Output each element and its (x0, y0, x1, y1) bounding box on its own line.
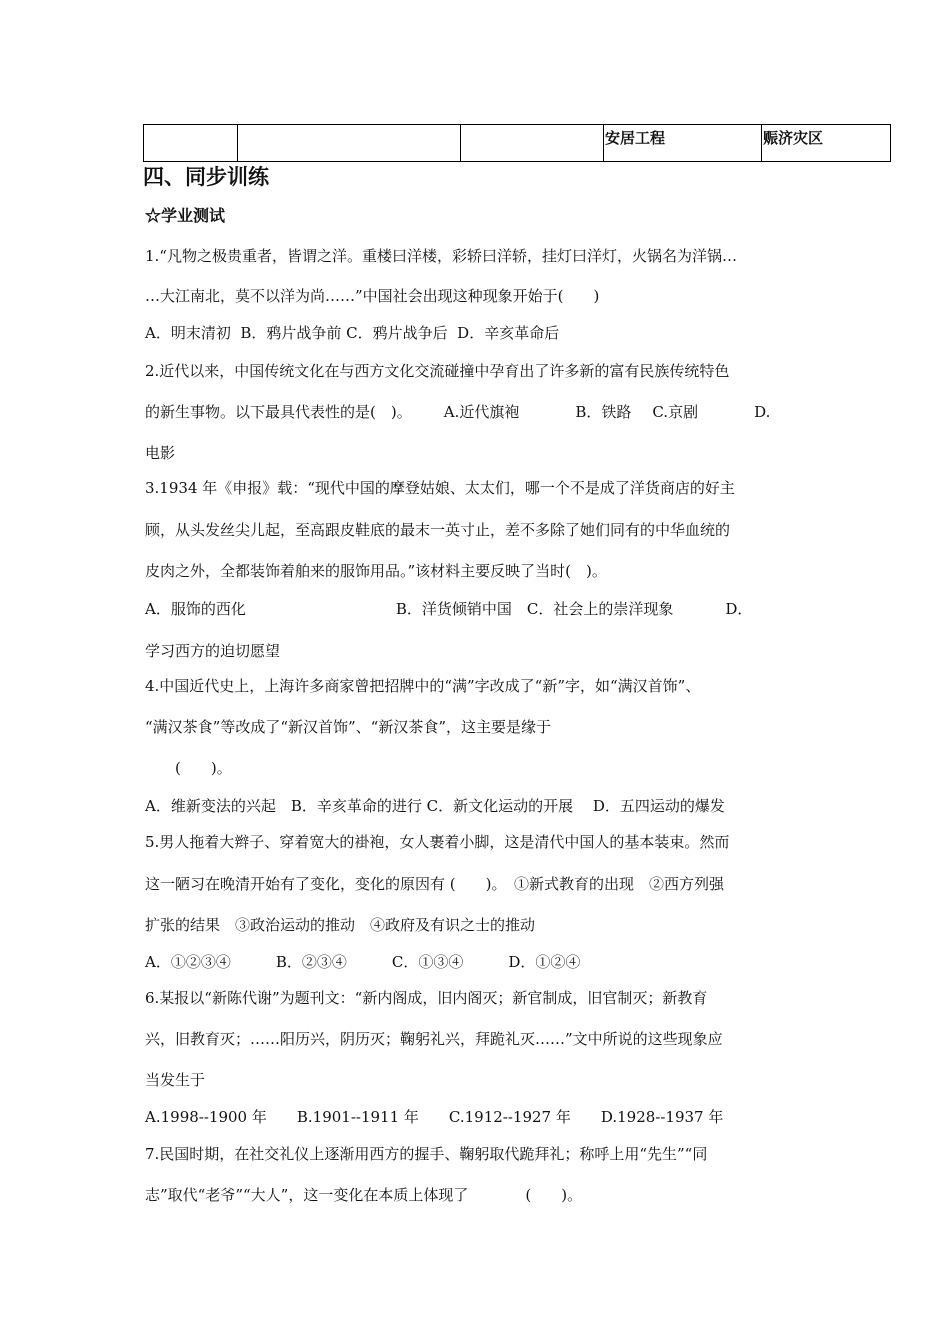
q7-line2-row (145, 1183, 582, 1207)
q3-line4: 学习西方的迫切愿望 (145, 642, 281, 660)
q5-options: A．①②③④ B．②③④ C．①③④ D．①②④ (145, 953, 581, 971)
q6-line2: 兴，旧教育灭；……阳历兴，阴历灭；鞠躬礼兴，拜跪礼灭……”文中所说的这些现象应 (145, 1030, 723, 1048)
q3-option-bc: B．洋货倾销中国 C．社会上的崇洋现象 (395, 600, 674, 618)
q3-line1: 3.1934 年《申报》载：“现代中国的摩登姑娘、太太们，哪一个不是成了洋货商店的好主 (145, 479, 735, 497)
q3-line3: 皮肉之外，全都装饰着舶来的服饰用品。”该材料主要反映了当时( )。 (145, 562, 607, 580)
q7-line2-tail: ( )。 (525, 1186, 583, 1204)
q3-option-d: D． (725, 600, 753, 618)
q2-line3: 电影 (145, 444, 176, 462)
q7-line1: 7.民国时期，在社交礼仪上逐渐用西方的握手、鞠躬取代跪拜礼；称呼上用“先生”“同 (145, 1145, 708, 1163)
q2-option-b: B．铁路 (575, 403, 632, 421)
q2-option-c: C.京剧 (652, 403, 699, 421)
q5-line3: 扩张的结果 ③政治运动的推动 ④政府及有识之士的推动 (145, 916, 536, 934)
table-cell-3 (461, 125, 604, 162)
table-cell-1 (144, 125, 238, 162)
q4-line1: 4.中国近代史上，上海许多商家曾把招牌中的“满”字改成了“新”字，如“满汉首饰”、 (145, 677, 701, 695)
top-table (143, 124, 891, 162)
q4-options: A．维新变法的兴起 B．辛亥革命的进行 C．新文化运动的开展 D．五四运动的爆发 (145, 797, 725, 815)
table-cell-4: 安居工程 (604, 125, 762, 162)
q3-option-a: A．服饰的西化 (145, 600, 246, 618)
q4-line2: “满汉茶食”等改成了“新汉首饰”、“新汉茶食”，这主要是缘于 (145, 718, 552, 736)
q5-line1: 5.男人拖着大辫子、穿着宽大的褂袍，女人裹着小脚，这是清代中国人的基本装束。然而 (145, 833, 730, 851)
q2-option-d: D. (754, 403, 771, 421)
q1-line1: 1.“凡物之极贵重者，皆谓之洋。重楼曰洋楼，彩轿曰洋轿，挂灯曰洋灯，火锅名为洋锅… (145, 247, 737, 265)
table-row (144, 125, 891, 162)
q5-line2: 这一陋习在晚清开始有了变化，变化的原因有 ( )。 ①新式教育的出现 ②西方列强 (145, 875, 724, 893)
subsection-title: ☆学业测试 (145, 206, 226, 225)
q2-option-a: A.近代旗袍 (443, 403, 520, 421)
q3-options-row (145, 597, 752, 621)
q1-options: A．明末清初 B．鸦片战争前 C．鸦片战争后 D．辛亥革命后 (145, 324, 560, 342)
q6-line3: 当发生于 (145, 1071, 206, 1089)
table-cell-2 (238, 125, 461, 162)
q2-line2-row (145, 400, 770, 424)
q2-line2: 的新生事物。以下最具代表性的是( )。 (145, 403, 412, 421)
q3-line2: 顾，从头发丝尖儿起，至高跟皮鞋底的最末一英寸止，差不多除了她们同有的中华血统的 (145, 521, 731, 539)
q6-options: A.1998--1900 年 B.1901--1911 年 C.1912--1927 年 D.1928--1937 年 (145, 1108, 724, 1126)
q1-line2: …大江南北，莫不以洋为尚……”中国社会出现这种现象开始于( ) (145, 287, 600, 305)
table-cell-5: 赈济灾区 (762, 125, 891, 162)
q6-line1: 6.某报以“新陈代谢”为题刊文：“新内阁成，旧内阁灭；新官制成，旧官制灭；新教育 (145, 989, 708, 1007)
q4-line3: ( )。 (175, 759, 232, 777)
q7-line2: 志”取代“老爷”“大人”，这一变化在本质上体现了 (145, 1186, 469, 1204)
q2-line1: 2.近代以来，中国传统文化在与西方文化交流碰撞中孕育出了许多新的富有民族传统特色 (145, 362, 730, 380)
section-title: 四、同步训练 (143, 164, 269, 189)
